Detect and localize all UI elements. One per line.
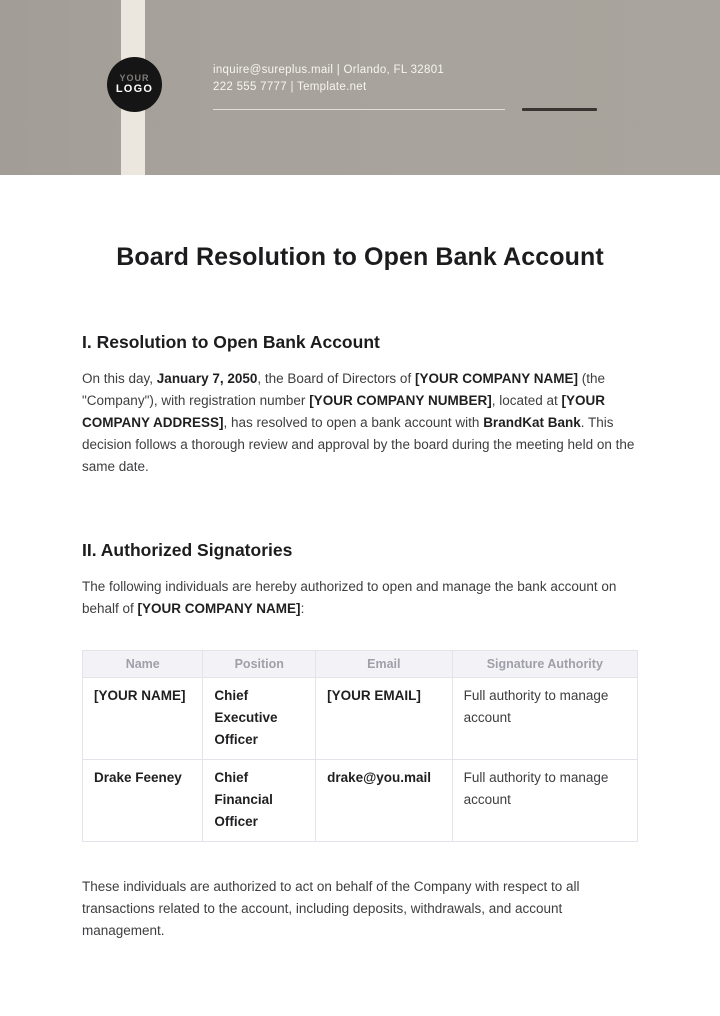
table-cell: Full authority to manage account xyxy=(452,760,637,842)
column-header: Position xyxy=(203,651,316,678)
section-resolution xyxy=(82,330,638,478)
section-authorized-signatories xyxy=(82,538,638,942)
signatories-table xyxy=(82,650,638,842)
table-cell: Full authority to manage account xyxy=(452,678,637,760)
contact-info xyxy=(213,62,444,95)
contact-line-phone-website: 222 555 7777 | Template.net xyxy=(213,80,367,93)
closing-paragraph: These individuals are authorized to act on behalf of the Company with respect to all transactions related to the account, including deposits, withdrawals, and account management. xyxy=(82,879,580,938)
column-header: Signature Authority xyxy=(452,651,637,678)
table-row xyxy=(83,760,638,842)
table-body xyxy=(83,678,638,842)
logo-text-your: YOUR xyxy=(119,72,150,83)
logo-text-logo: LOGO xyxy=(115,83,154,96)
table-cell: drake@you.mail xyxy=(316,760,453,842)
letterhead xyxy=(0,0,720,175)
section-2-heading: II. Authorized Signatories xyxy=(82,540,293,560)
column-header: Email xyxy=(316,651,453,678)
document-body xyxy=(0,175,720,942)
company-logo xyxy=(107,57,162,112)
section-1-paragraph: On this day, January 7, 2050, the Board of Directors of [YOUR COMPANY NAME] (the "Company"), with registration number [YOUR COMPANY NUMBER], located at [YOUR COMPANY ADDRESS], has resolved to open a bank account with BrandKat Bank. This decision follows a thorough review and approval by the board during the meeting held on the same date. xyxy=(82,371,635,474)
table-cell: Chief Financial Officer xyxy=(203,760,316,842)
section-2-intro: The following individuals are hereby authorized to open and manage the bank account on behalf of [YOUR COMPANY NAME]: xyxy=(82,579,617,616)
table-cell: [YOUR NAME] xyxy=(83,678,203,760)
table-cell: Chief Executive Officer xyxy=(203,678,316,760)
table-cell: Drake Feeney xyxy=(83,760,203,842)
section-1-heading: I. Resolution to Open Bank Account xyxy=(82,332,380,352)
table-header-row xyxy=(83,651,638,678)
contact-line-email-location: inquire@sureplus.mail | Orlando, FL 32801 xyxy=(213,64,445,76)
column-header: Name xyxy=(83,651,203,678)
table-cell: [YOUR EMAIL] xyxy=(316,678,453,760)
page-title: Board Resolution to Open Bank Account xyxy=(116,243,604,271)
divider-light xyxy=(213,109,505,110)
table-row xyxy=(83,678,638,760)
divider-dark xyxy=(522,108,597,111)
